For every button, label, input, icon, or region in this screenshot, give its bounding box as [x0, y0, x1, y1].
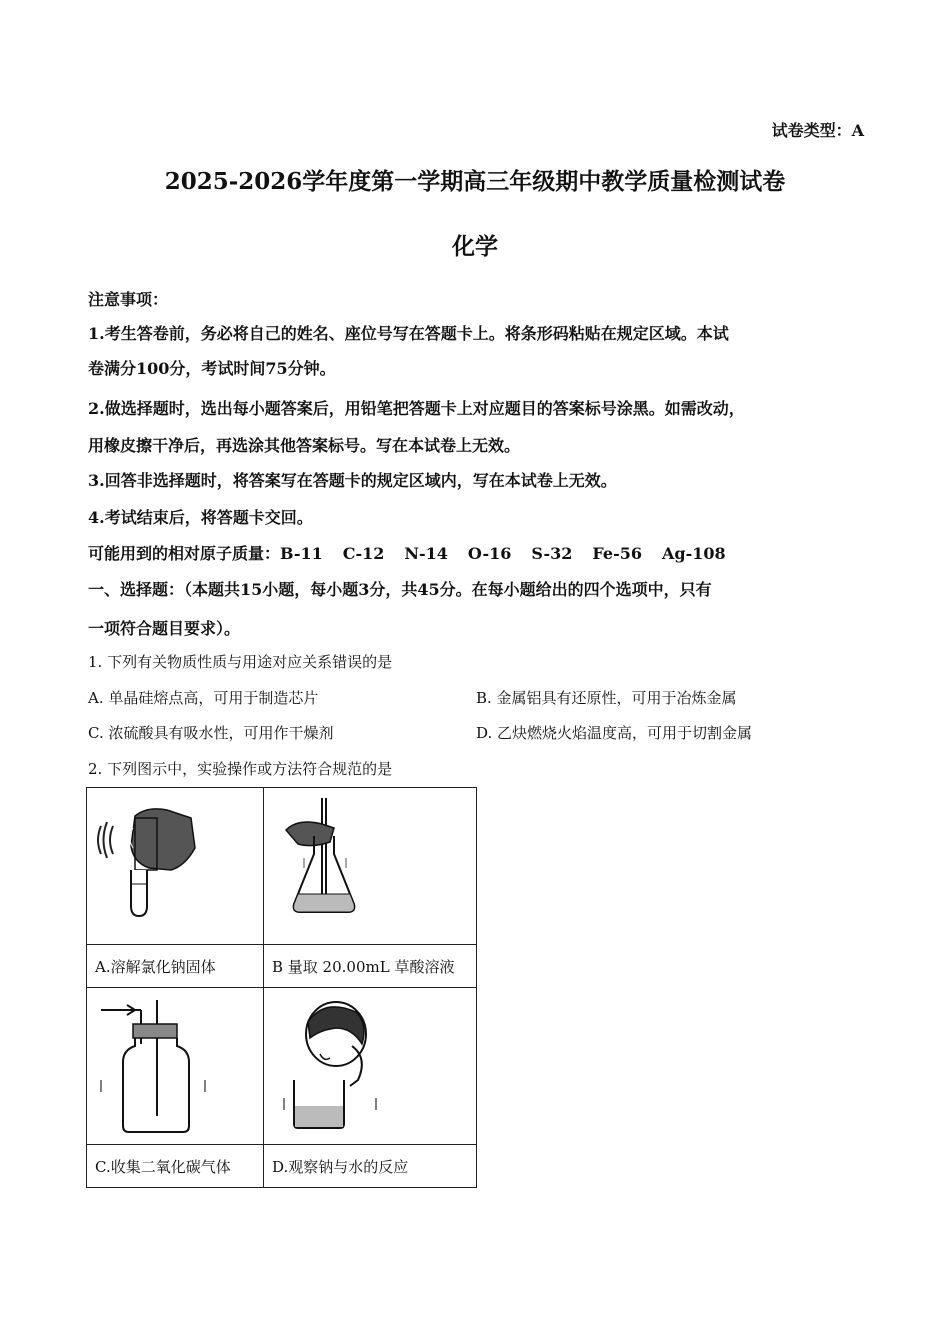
mass-item: B-11 — [280, 544, 323, 563]
mass-item: C-12 — [342, 544, 385, 563]
mass-item: S-32 — [531, 544, 573, 563]
caption-c: C.收集二氧化碳气体 — [87, 1145, 264, 1188]
figure-a-cell — [87, 788, 264, 945]
paper-type: 试卷类型：A — [771, 121, 864, 140]
section-heading-1: 一、选择题：（本题共15小题，每小题3分，共45分。在每小题给出的四个选项中，只有 — [88, 580, 712, 599]
notice-line-1: 1.考生答卷前，务必将自己的姓名、座位号写在答题卡上。将条形码粘贴在规定区域。本试 — [88, 324, 729, 343]
q1-option-d: D. 乙炔燃烧火焰温度高，可用于切割金属 — [476, 724, 753, 742]
notice-line-4: 用橡皮擦干净后，再选涂其他答案标号。写在本试卷上无效。 — [88, 436, 521, 455]
q1-option-a: A. 单晶硅熔点高，可用于制造芯片 — [88, 689, 319, 707]
subject-title: 化学 — [452, 233, 498, 260]
notice-line-6: 4.考试结束后，将答题卡交回。 — [88, 508, 313, 527]
figure-d-cell — [264, 988, 477, 1145]
exam-title: 2025-2026学年度第一学期高三年级期中教学质量检测试卷 — [164, 168, 786, 195]
q1-stem: 1. 下列有关物质性质与用途对应关系错误的是 — [88, 653, 393, 671]
flask-pipette-figure — [264, 788, 468, 944]
observe-reaction-figure — [264, 988, 468, 1144]
q1-option-b: B. 金属铝具有还原性，可用于冶炼金属 — [476, 689, 737, 707]
mass-item: O-16 — [467, 544, 512, 563]
notice-line-3: 2.做选择题时，选出每小题答案后，用铅笔把答题卡上对应题目的答案标号涂黑。如需改动， — [88, 399, 745, 418]
notice-line-2: 卷满分100分，考试时间75分钟。 — [88, 359, 336, 378]
figure-c-cell — [87, 988, 264, 1145]
caption-a: A.溶解氯化钠固体 — [87, 945, 264, 988]
test-tube-shaking-figure — [87, 788, 255, 944]
q1-option-c: C. 浓硫酸具有吸水性，可用作干燥剂 — [88, 724, 334, 742]
mass-item: Ag-108 — [661, 544, 726, 563]
figure-b-cell — [264, 788, 477, 945]
caption-b: B 量取 20.00mL 草酸溶液 — [264, 945, 477, 988]
notice-heading: 注意事项： — [88, 290, 169, 309]
section-heading-2: 一项符合题目要求）。 — [88, 619, 241, 638]
mass-item: N-14 — [404, 544, 448, 563]
mass-item: Fe-56 — [592, 544, 642, 563]
q2-figure-table — [86, 787, 477, 1188]
caption-d: D.观察钠与水的反应 — [264, 1145, 477, 1188]
gas-collection-bottle-figure — [87, 988, 255, 1144]
atomic-masses — [88, 541, 746, 564]
atomic-masses-label: 可能用到的相对原子质量： — [88, 544, 281, 563]
q2-stem: 2. 下列图示中，实验操作或方法符合规范的是 — [88, 760, 393, 778]
notice-line-5: 3.回答非选择题时，将答案写在答题卡的规定区域内，写在本试卷上无效。 — [88, 471, 617, 490]
